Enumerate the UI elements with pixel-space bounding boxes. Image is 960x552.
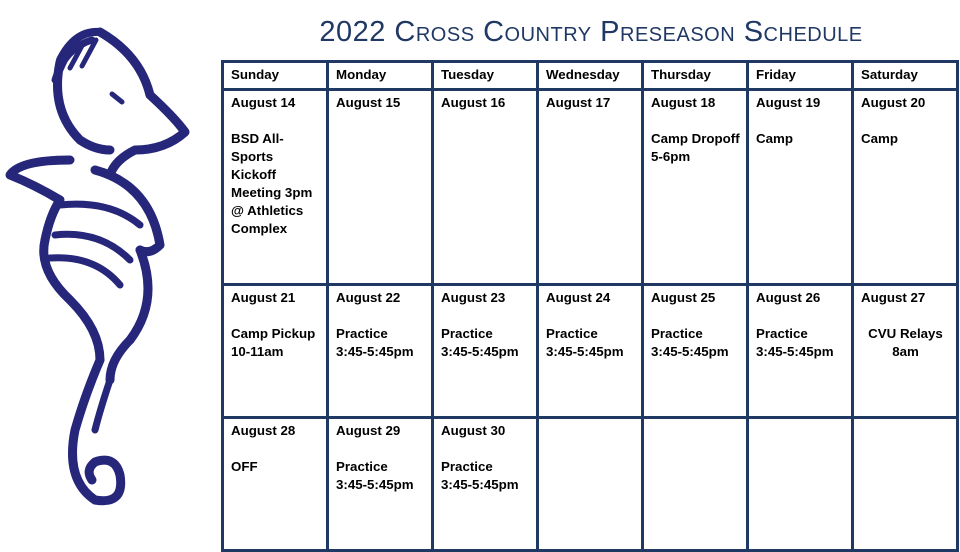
day-event: Practice 3:45-5:45pm — [441, 326, 519, 359]
day-event: Camp Pickup 10-11am — [231, 326, 316, 359]
day-cell — [328, 90, 433, 285]
day-date: August 15 — [336, 95, 401, 110]
day-header-saturday: Saturday — [853, 62, 958, 90]
day-header-sunday: Sunday — [223, 62, 328, 90]
day-date: August 30 — [441, 423, 506, 438]
day-cell — [328, 418, 433, 551]
day-cell — [643, 418, 748, 551]
day-event: Camp — [756, 131, 793, 146]
day-event: Practice 3:45-5:45pm — [546, 326, 624, 359]
day-date: August 22 — [336, 290, 401, 305]
day-cell — [853, 418, 958, 551]
seahorse-icon — [0, 0, 215, 540]
day-date: August 24 — [546, 290, 611, 305]
day-event: Camp Dropoff 5-6pm — [651, 131, 740, 164]
day-header-friday: Friday — [748, 62, 853, 90]
day-cell — [328, 285, 433, 418]
week-row — [223, 90, 958, 285]
day-cell — [538, 418, 643, 551]
day-date: August 19 — [756, 95, 821, 110]
day-event: Practice 3:45-5:45pm — [336, 459, 414, 492]
schedule-calendar — [221, 60, 959, 552]
day-cell — [538, 285, 643, 418]
day-date: August 18 — [651, 95, 716, 110]
day-date: August 26 — [756, 290, 821, 305]
day-cell — [433, 418, 538, 551]
day-event: Practice 3:45-5:45pm — [441, 459, 519, 492]
day-event: CVU Relays 8am — [868, 326, 943, 359]
day-cell — [223, 285, 328, 418]
day-cell — [643, 285, 748, 418]
day-header-monday: Monday — [328, 62, 433, 90]
day-event: OFF — [231, 459, 258, 474]
week-row — [223, 418, 958, 551]
day-date: August 20 — [861, 95, 926, 110]
day-date: August 17 — [546, 95, 611, 110]
day-header-wednesday: Wednesday — [538, 62, 643, 90]
day-date: August 25 — [651, 290, 716, 305]
day-date: August 28 — [231, 423, 296, 438]
day-cell — [748, 285, 853, 418]
day-date: August 14 — [231, 95, 296, 110]
day-event: BSD All-Sports Kickoff Meeting 3pm @ Athletics Complex — [231, 131, 313, 236]
day-cell — [433, 285, 538, 418]
week-row — [223, 285, 958, 418]
day-event: Practice 3:45-5:45pm — [756, 326, 834, 359]
day-date: August 21 — [231, 290, 296, 305]
page-title: 2022 Cross Country Preseason Schedule — [319, 16, 863, 48]
day-cell — [748, 418, 853, 551]
day-cell — [748, 90, 853, 285]
day-event: Camp — [861, 131, 898, 146]
day-cell — [433, 90, 538, 285]
day-cell — [643, 90, 748, 285]
day-header-tuesday: Tuesday — [433, 62, 538, 90]
day-event: Practice 3:45-5:45pm — [651, 326, 729, 359]
day-event: Practice 3:45-5:45pm — [336, 326, 414, 359]
day-cell — [538, 90, 643, 285]
day-cell — [853, 90, 958, 285]
day-cell — [223, 90, 328, 285]
day-date: August 16 — [441, 95, 506, 110]
day-cell — [223, 418, 328, 551]
day-date: August 29 — [336, 423, 401, 438]
day-date: August 27 — [861, 290, 926, 305]
day-cell — [853, 285, 958, 418]
day-header-thursday: Thursday — [643, 62, 748, 90]
day-date: August 23 — [441, 290, 506, 305]
